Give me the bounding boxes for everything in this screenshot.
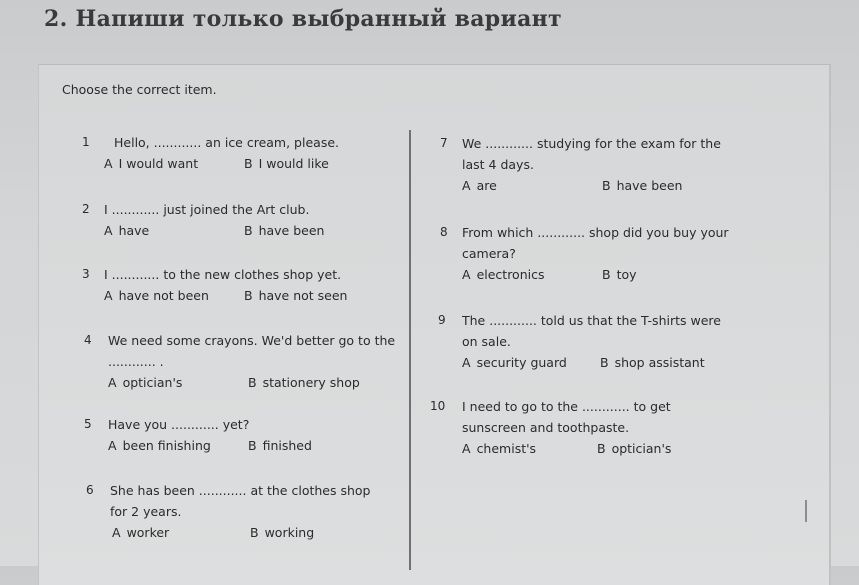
option-text: working [264, 525, 315, 540]
option-text: security guard [476, 355, 567, 370]
option-text: I would like [258, 156, 329, 171]
option-text: have been [616, 178, 683, 193]
option-text: stationery shop [262, 375, 360, 390]
question-text-line: ............ . [108, 354, 164, 369]
question-text-line: I need to go to the ............ to get [462, 399, 671, 414]
option-text: have not seen [258, 288, 348, 303]
question-text-line: She has been ............ at the clothes shop [110, 483, 371, 498]
instruction-text: Choose the correct item. [62, 82, 217, 97]
option-text: chemist's [476, 441, 537, 456]
option-letter: B [600, 355, 609, 370]
question-text-line: for 2 years. [110, 504, 182, 519]
option-letter: B [248, 438, 257, 453]
question-number: 7 [440, 136, 448, 150]
option-b[interactable] [602, 175, 682, 196]
option-letter: A [104, 223, 113, 238]
question-text-line: last 4 days. [462, 157, 534, 172]
option-text: have not been [118, 288, 209, 303]
option-letter: A [104, 156, 113, 171]
option-b[interactable] [602, 264, 637, 285]
option-text: optician's [611, 441, 672, 456]
option-a[interactable] [108, 372, 182, 393]
question-number: 2 [82, 202, 90, 216]
question-text-line: sunscreen and toothpaste. [462, 420, 630, 435]
option-letter: A [112, 525, 121, 540]
option-b[interactable] [597, 438, 671, 459]
option-a[interactable] [104, 220, 149, 241]
option-letter: B [244, 156, 253, 171]
option-b[interactable] [244, 220, 324, 241]
question-number: 1 [82, 135, 90, 149]
option-letter: A [108, 375, 117, 390]
option-b[interactable] [244, 153, 329, 174]
question-number: 9 [438, 313, 446, 327]
option-letter: B [597, 441, 606, 456]
option-a[interactable] [104, 285, 209, 306]
question-number: 8 [440, 225, 448, 239]
option-text: electronics [476, 267, 545, 282]
option-b[interactable] [250, 522, 314, 543]
option-text: shop assistant [614, 355, 705, 370]
column-divider [409, 130, 411, 570]
question-text-line: I ............ to the new clothes shop yet. [104, 267, 342, 282]
option-letter: A [462, 441, 471, 456]
question-text-line: The ............ told us that the T-shirts were [462, 313, 721, 328]
option-letter: B [250, 525, 259, 540]
option-letter: B [602, 267, 611, 282]
option-letter: A [108, 438, 117, 453]
question-text-line: We ............ studying for the exam for the [462, 136, 721, 151]
option-letter: A [462, 355, 471, 370]
option-letter: A [462, 178, 471, 193]
question-text-line: I ............ just joined the Art club. [104, 202, 310, 217]
option-text: finished [262, 438, 312, 453]
option-letter: A [462, 267, 471, 282]
question-text-line: We need some crayons. We'd better go to the [108, 333, 396, 348]
question-number: 10 [430, 399, 446, 413]
option-a[interactable] [108, 435, 211, 456]
option-text: toy [616, 267, 637, 282]
option-letter: B [602, 178, 611, 193]
option-b[interactable] [248, 372, 360, 393]
page-title: 2. Напиши только выбранный вариант [44, 6, 562, 32]
option-a[interactable] [462, 438, 536, 459]
question-number: 5 [84, 417, 92, 431]
question-number: 3 [82, 267, 90, 281]
option-letter: B [244, 288, 253, 303]
option-b[interactable] [600, 352, 705, 373]
option-text: been finishing [122, 438, 211, 453]
question-text-line: on sale. [462, 334, 511, 349]
option-text: have been [258, 223, 325, 238]
option-letter: B [244, 223, 253, 238]
question-text-line: From which ............ shop did you buy your [462, 225, 729, 240]
option-text: worker [126, 525, 170, 540]
option-letter: A [104, 288, 113, 303]
question-text-line: Have you ............ yet? [108, 417, 250, 432]
option-b[interactable] [248, 435, 312, 456]
edge-mark [805, 500, 807, 522]
option-a[interactable] [462, 175, 497, 196]
option-text: are [476, 178, 497, 193]
option-a[interactable] [462, 352, 567, 373]
option-b[interactable] [244, 285, 347, 306]
option-text: I would want [118, 156, 199, 171]
question-text-line: Hello, ............ an ice cream, please. [114, 135, 339, 150]
option-a[interactable] [462, 264, 544, 285]
question-number: 6 [86, 483, 94, 497]
option-text: have [118, 223, 150, 238]
option-letter: B [248, 375, 257, 390]
option-text: optician's [122, 375, 183, 390]
question-text-line: camera? [462, 246, 516, 261]
option-a[interactable] [104, 153, 198, 174]
option-a[interactable] [112, 522, 169, 543]
question-number: 4 [84, 333, 92, 347]
